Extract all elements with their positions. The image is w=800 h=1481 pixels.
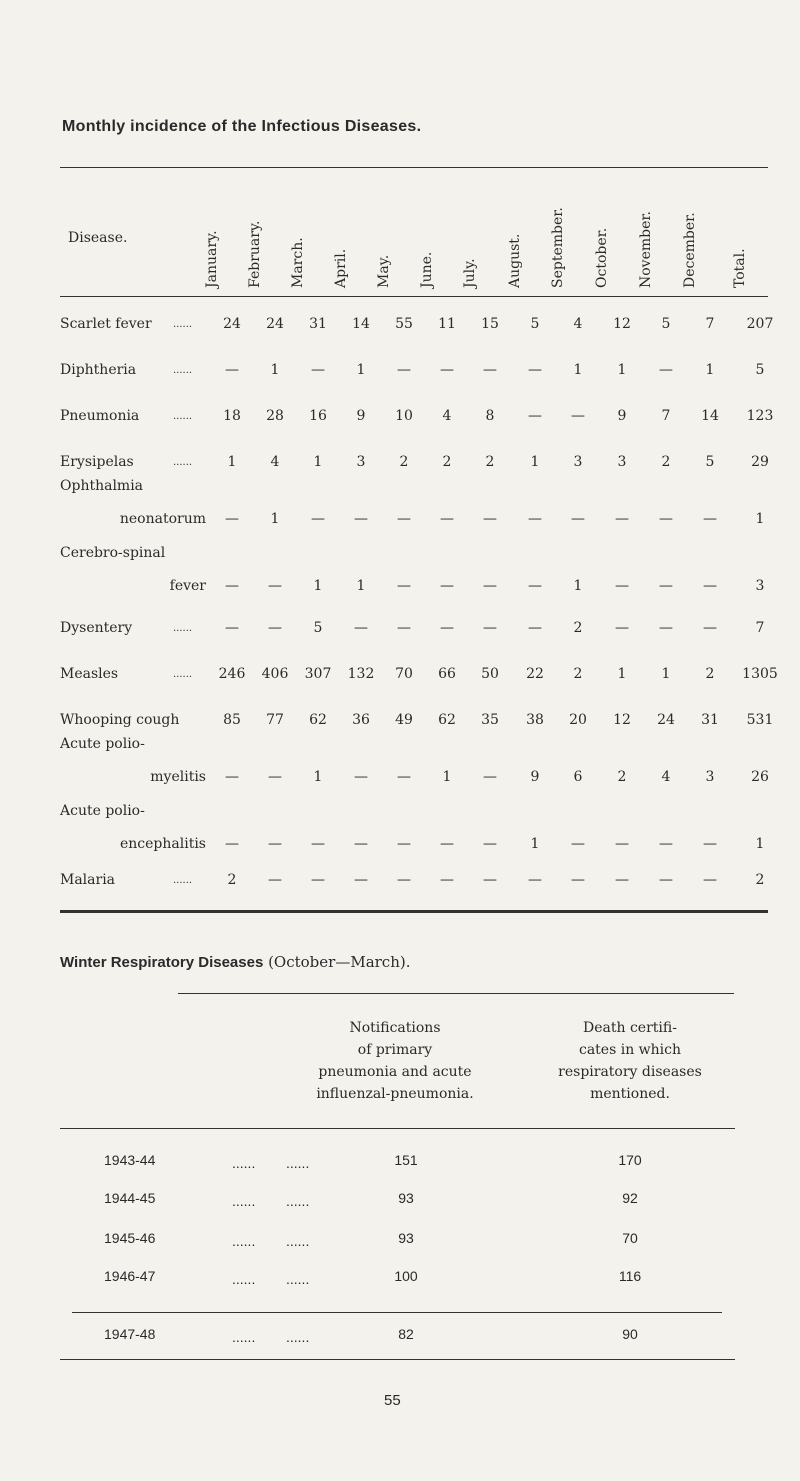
winter-header-rule bbox=[60, 1128, 735, 1129]
table-cell: — bbox=[659, 362, 673, 378]
month-column-header bbox=[550, 207, 586, 288]
leader-dots: ...... bbox=[173, 457, 193, 468]
month-column-header-label: January. bbox=[204, 230, 220, 288]
table-cell: — bbox=[615, 872, 629, 888]
table-cell: 70 bbox=[395, 666, 413, 682]
leader-dots: ...... bbox=[286, 1329, 310, 1345]
table-cell: — bbox=[703, 511, 717, 527]
leader-dots: ...... bbox=[232, 1271, 256, 1287]
table-cell: — bbox=[483, 511, 497, 527]
table-cell: 1 bbox=[755, 836, 765, 852]
table-cell: — bbox=[703, 578, 717, 594]
table-cell: 66 bbox=[438, 666, 456, 682]
row-label: Erysipelas bbox=[60, 454, 134, 470]
table-cell: — bbox=[354, 511, 368, 527]
table-cell: 24 bbox=[657, 712, 675, 728]
winter-title-bold: Winter Respiratory Diseases bbox=[60, 954, 264, 971]
month-column-header-label: December. bbox=[682, 212, 698, 288]
month-column-header bbox=[594, 227, 630, 288]
winter-notifications-value: 100 bbox=[394, 1268, 418, 1284]
table-cell: — bbox=[440, 362, 454, 378]
table-cell: — bbox=[528, 362, 542, 378]
table-cell: 9 bbox=[530, 769, 540, 785]
notifications-header-line: influenzal-pneumonia. bbox=[316, 1086, 474, 1102]
table-cell: — bbox=[483, 578, 497, 594]
winter-notifications-value: 93 bbox=[398, 1190, 414, 1206]
table-cell: — bbox=[703, 620, 717, 636]
winter-mid-rule bbox=[72, 1312, 722, 1313]
table-cell: 2 bbox=[442, 454, 452, 470]
table-cell: — bbox=[225, 362, 239, 378]
leader-dots: ...... bbox=[173, 669, 193, 680]
table-cell: — bbox=[483, 769, 497, 785]
row-label: Whooping cough bbox=[60, 712, 180, 728]
table-cell: 9 bbox=[356, 408, 366, 424]
leader-dots: ...... bbox=[232, 1193, 256, 1209]
table-cell: 4 bbox=[442, 408, 452, 424]
table-cell: 12 bbox=[613, 712, 631, 728]
month-column-header-label: November. bbox=[638, 211, 654, 288]
table-cell: 7 bbox=[755, 620, 765, 636]
month-column-header bbox=[682, 212, 718, 288]
table-cell: 1 bbox=[705, 362, 715, 378]
table-cell: — bbox=[483, 836, 497, 852]
leader-dots: ...... bbox=[232, 1329, 256, 1345]
table-cell: — bbox=[311, 362, 325, 378]
table-cell: — bbox=[528, 872, 542, 888]
table-cell: — bbox=[571, 511, 585, 527]
table-cell: 24 bbox=[266, 316, 284, 332]
death-certificates-header-line: mentioned. bbox=[590, 1086, 670, 1102]
table-cell: — bbox=[225, 769, 239, 785]
table-cell: 3 bbox=[755, 578, 765, 594]
month-column-header-label: April. bbox=[333, 248, 349, 288]
table-cell: 123 bbox=[746, 408, 774, 424]
month-column-header bbox=[247, 220, 283, 288]
table-cell: — bbox=[615, 836, 629, 852]
month-column-header-label: October. bbox=[594, 227, 610, 288]
table-cell: — bbox=[268, 620, 282, 636]
leader-dots: ...... bbox=[286, 1233, 310, 1249]
table-cell: 10 bbox=[395, 408, 413, 424]
month-column-header bbox=[507, 233, 543, 288]
table-cell: — bbox=[268, 836, 282, 852]
row-label-line2: encephalitis bbox=[120, 836, 206, 852]
row-label-line1: Acute polio- bbox=[60, 736, 145, 752]
month-column-header-label: June. bbox=[419, 251, 435, 288]
table-cell: 246 bbox=[218, 666, 246, 682]
month-column-header bbox=[732, 248, 768, 288]
table-cell: — bbox=[440, 578, 454, 594]
table-top-rule bbox=[60, 167, 768, 168]
month-column-header-label: March. bbox=[290, 237, 306, 288]
disease-column-header: Disease. bbox=[68, 230, 128, 246]
table-cell: 15 bbox=[481, 316, 499, 332]
table-cell: 18 bbox=[223, 408, 241, 424]
month-column-header-label: May. bbox=[376, 254, 392, 288]
table-cell: 62 bbox=[309, 712, 327, 728]
winter-notifications-value: 93 bbox=[398, 1230, 414, 1246]
table-cell: — bbox=[354, 836, 368, 852]
leader-dots: ...... bbox=[173, 875, 193, 886]
month-column-header-label: February. bbox=[247, 220, 263, 288]
month-column-header-label: Total. bbox=[732, 248, 748, 288]
table-cell: — bbox=[440, 620, 454, 636]
table-cell: — bbox=[397, 872, 411, 888]
table-cell: — bbox=[354, 769, 368, 785]
table-cell: — bbox=[528, 408, 542, 424]
table-cell: 14 bbox=[352, 316, 370, 332]
table-cell: — bbox=[311, 511, 325, 527]
table-cell: — bbox=[354, 872, 368, 888]
notifications-header-line: of primary bbox=[357, 1042, 433, 1058]
month-column-header bbox=[290, 237, 326, 288]
winter-row-year: 1944-45 bbox=[104, 1190, 156, 1206]
table-cell: 7 bbox=[661, 408, 671, 424]
table-cell: 1 bbox=[313, 578, 323, 594]
month-column-header-label: July. bbox=[462, 258, 478, 288]
row-label: Dysentery bbox=[60, 620, 133, 636]
death-certificates-header-line: respiratory diseases bbox=[558, 1064, 702, 1080]
table-cell: — bbox=[397, 578, 411, 594]
table-cell: — bbox=[528, 620, 542, 636]
winter-bottom-rule bbox=[60, 1359, 735, 1360]
table-cell: — bbox=[571, 408, 585, 424]
leader-dots: ...... bbox=[286, 1155, 310, 1171]
table-cell: 4 bbox=[573, 316, 583, 332]
table-cell: 12 bbox=[613, 316, 631, 332]
leader-dots: ...... bbox=[286, 1271, 310, 1287]
winter-deaths-value: 92 bbox=[622, 1190, 638, 1206]
month-column-header-label: August. bbox=[507, 233, 523, 288]
table-cell: 5 bbox=[705, 454, 715, 470]
row-label-line1: Acute polio- bbox=[60, 803, 145, 819]
page-number: 55 bbox=[384, 1392, 401, 1409]
leader-dots: ...... bbox=[232, 1155, 256, 1171]
table-cell: 50 bbox=[481, 666, 499, 682]
winter-table-title bbox=[60, 953, 411, 971]
table-cell: 3 bbox=[573, 454, 583, 470]
winter-deaths-value: 116 bbox=[618, 1268, 642, 1284]
table-cell: 2 bbox=[705, 666, 715, 682]
winter-notifications-value: 151 bbox=[394, 1152, 418, 1168]
table-cell: — bbox=[397, 362, 411, 378]
row-label-line2: myelitis bbox=[150, 769, 206, 785]
month-column-header bbox=[419, 251, 455, 288]
table-cell: 55 bbox=[395, 316, 413, 332]
table-cell: 26 bbox=[751, 769, 769, 785]
table-cell: — bbox=[225, 620, 239, 636]
table-cell: — bbox=[225, 511, 239, 527]
table-cell: — bbox=[659, 511, 673, 527]
table-cell: — bbox=[483, 620, 497, 636]
table-cell: 9 bbox=[617, 408, 627, 424]
table-cell: — bbox=[354, 620, 368, 636]
table-cell: — bbox=[440, 872, 454, 888]
row-label-line1: Ophthalmia bbox=[60, 478, 144, 494]
table-cell: 20 bbox=[569, 712, 587, 728]
table-cell: 3 bbox=[705, 769, 715, 785]
table-cell: — bbox=[397, 836, 411, 852]
table-cell: 4 bbox=[270, 454, 280, 470]
table-cell: — bbox=[225, 578, 239, 594]
table-cell: 38 bbox=[526, 712, 544, 728]
table-cell: 5 bbox=[755, 362, 765, 378]
table-cell: 1 bbox=[270, 511, 280, 527]
table-cell: — bbox=[571, 836, 585, 852]
table-cell: 6 bbox=[573, 769, 583, 785]
month-column-header bbox=[638, 211, 674, 288]
row-label: Scarlet fever bbox=[60, 316, 152, 332]
table-cell: 7 bbox=[705, 316, 715, 332]
month-column-header-label: September. bbox=[550, 207, 566, 288]
leader-dots: ...... bbox=[286, 1193, 310, 1209]
winter-row-year: 1943-44 bbox=[104, 1152, 156, 1168]
table-cell: — bbox=[615, 620, 629, 636]
leader-dots: ...... bbox=[173, 365, 193, 376]
table-cell: — bbox=[483, 872, 497, 888]
winter-deaths-value: 70 bbox=[622, 1230, 638, 1246]
leader-dots: ...... bbox=[173, 411, 193, 422]
table-cell: 5 bbox=[313, 620, 323, 636]
table-cell: 2 bbox=[573, 666, 583, 682]
table-cell: — bbox=[311, 872, 325, 888]
table-cell: 36 bbox=[352, 712, 370, 728]
table-cell: 5 bbox=[661, 316, 671, 332]
table-cell: 1 bbox=[227, 454, 237, 470]
table-cell: 3 bbox=[356, 454, 366, 470]
table-cell: 8 bbox=[485, 408, 495, 424]
winter-deaths-value: 90 bbox=[622, 1326, 638, 1342]
table-cell: 2 bbox=[227, 872, 237, 888]
table-cell: — bbox=[659, 578, 673, 594]
row-label: Pneumonia bbox=[60, 408, 140, 424]
row-label: Malaria bbox=[60, 872, 116, 888]
table-cell: — bbox=[615, 578, 629, 594]
row-label-line1: Cerebro-spinal bbox=[60, 545, 166, 561]
table-cell: — bbox=[483, 362, 497, 378]
leader-dots: ...... bbox=[173, 319, 193, 330]
table-cell: 1 bbox=[356, 362, 366, 378]
table-cell: 85 bbox=[223, 712, 241, 728]
row-label-line2: fever bbox=[169, 578, 206, 594]
winter-deaths-value: 170 bbox=[618, 1152, 642, 1168]
table-cell: 1 bbox=[573, 578, 583, 594]
table-cell: — bbox=[397, 511, 411, 527]
table-cell: 2 bbox=[661, 454, 671, 470]
winter-row-year: 1946-47 bbox=[104, 1268, 156, 1284]
table-cell: — bbox=[268, 578, 282, 594]
table-cell: 4 bbox=[661, 769, 671, 785]
death-certificates-header-line: cates in which bbox=[578, 1042, 681, 1058]
table-cell: — bbox=[528, 511, 542, 527]
winter-notifications-value: 82 bbox=[398, 1326, 414, 1342]
table-cell: — bbox=[659, 836, 673, 852]
table-cell: 2 bbox=[399, 454, 409, 470]
table-cell: 1 bbox=[617, 362, 627, 378]
table-cell: 77 bbox=[266, 712, 284, 728]
table-cell: 31 bbox=[701, 712, 719, 728]
table-cell: — bbox=[225, 836, 239, 852]
leader-dots: ...... bbox=[173, 623, 193, 634]
page-title: Monthly incidence of the Infectious Diseases. bbox=[62, 118, 422, 135]
row-label: Measles bbox=[60, 666, 119, 682]
table-cell: 3 bbox=[617, 454, 627, 470]
table-cell: — bbox=[659, 872, 673, 888]
table-cell: 2 bbox=[755, 872, 765, 888]
winter-row-year: 1947-48 bbox=[104, 1326, 156, 1342]
table-cell: — bbox=[659, 620, 673, 636]
winter-top-rule bbox=[178, 993, 734, 994]
table-cell: 35 bbox=[481, 712, 499, 728]
table-cell: 1 bbox=[313, 454, 323, 470]
table-cell: 1 bbox=[356, 578, 366, 594]
table-cell: 16 bbox=[309, 408, 327, 424]
table-cell: 1 bbox=[530, 454, 540, 470]
table-cell: — bbox=[268, 872, 282, 888]
table-cell: 28 bbox=[266, 408, 284, 424]
table-cell: 1 bbox=[313, 769, 323, 785]
table-cell: 1 bbox=[442, 769, 452, 785]
table-cell: — bbox=[703, 836, 717, 852]
table-cell: 2 bbox=[617, 769, 627, 785]
table-cell: 531 bbox=[746, 712, 774, 728]
table-cell: 132 bbox=[347, 666, 375, 682]
table-cell: 1 bbox=[573, 362, 583, 378]
notifications-header-line: pneumonia and acute bbox=[318, 1064, 472, 1080]
month-column-header bbox=[376, 254, 412, 288]
table-cell: 1 bbox=[617, 666, 627, 682]
table-cell: — bbox=[528, 578, 542, 594]
table-cell: 406 bbox=[261, 666, 289, 682]
table-bottom-rule bbox=[60, 910, 768, 913]
leader-dots: ...... bbox=[232, 1233, 256, 1249]
table-cell: — bbox=[615, 511, 629, 527]
table-cell: 29 bbox=[751, 454, 769, 470]
table-cell: 5 bbox=[530, 316, 540, 332]
table-header-rule bbox=[60, 296, 768, 297]
month-column-header bbox=[204, 230, 240, 288]
table-cell: 1 bbox=[530, 836, 540, 852]
table-cell: 62 bbox=[438, 712, 456, 728]
table-cell: — bbox=[440, 836, 454, 852]
month-column-header bbox=[333, 248, 369, 288]
table-cell: 14 bbox=[701, 408, 719, 424]
table-cell: 207 bbox=[746, 316, 774, 332]
table-cell: 2 bbox=[573, 620, 583, 636]
table-cell: — bbox=[571, 872, 585, 888]
table-cell: 22 bbox=[526, 666, 544, 682]
table-cell: — bbox=[440, 511, 454, 527]
table-cell: 49 bbox=[395, 712, 413, 728]
table-cell: 24 bbox=[223, 316, 241, 332]
table-cell: — bbox=[703, 872, 717, 888]
table-cell: 11 bbox=[438, 316, 456, 332]
row-label-line2: neonatorum bbox=[119, 511, 206, 527]
table-cell: — bbox=[268, 769, 282, 785]
table-cell: 2 bbox=[485, 454, 495, 470]
death-certificates-header-line: Death certifi- bbox=[583, 1020, 677, 1036]
month-column-header bbox=[462, 258, 498, 288]
table-cell: 1 bbox=[270, 362, 280, 378]
table-cell: — bbox=[397, 769, 411, 785]
row-label: Diphtheria bbox=[60, 362, 137, 378]
table-cell: — bbox=[311, 836, 325, 852]
winter-title-period: (October—March). bbox=[268, 953, 411, 971]
winter-row-year: 1945-46 bbox=[104, 1230, 156, 1246]
table-cell: 31 bbox=[309, 316, 327, 332]
table-cell: — bbox=[397, 620, 411, 636]
table-cell: 1 bbox=[661, 666, 671, 682]
notifications-header-line: Notifications bbox=[349, 1020, 441, 1036]
table-cell: 1305 bbox=[742, 666, 778, 682]
table-cell: 307 bbox=[304, 666, 332, 682]
table-cell: 1 bbox=[755, 511, 765, 527]
